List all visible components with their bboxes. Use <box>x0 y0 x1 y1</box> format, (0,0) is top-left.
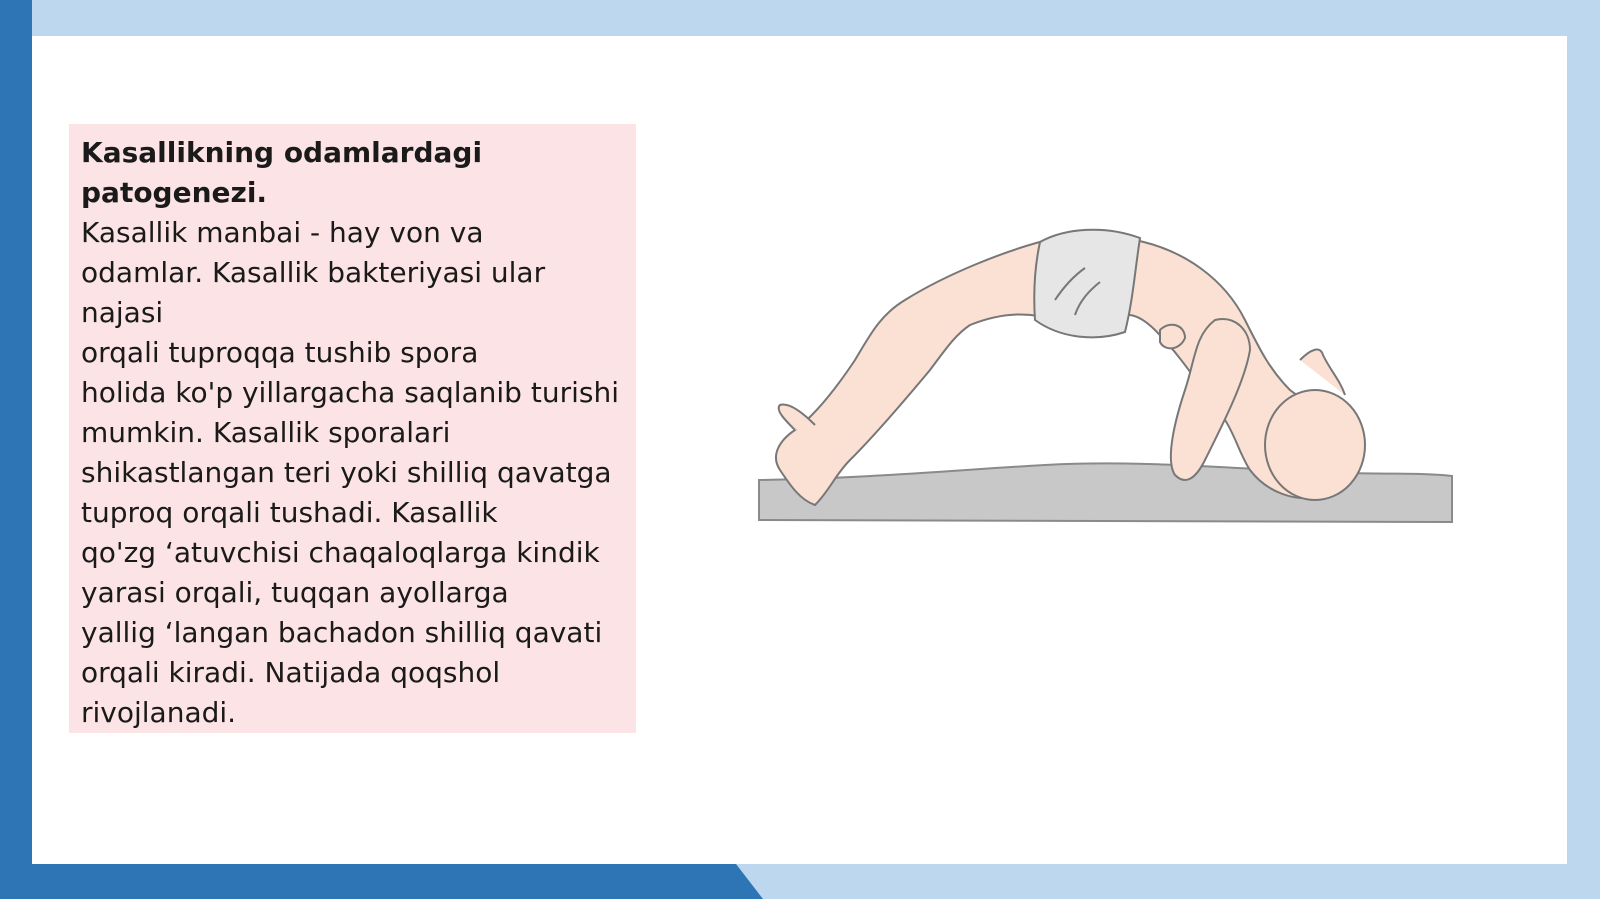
face-icon <box>1300 350 1345 395</box>
hand-icon <box>1160 325 1185 349</box>
frame-left <box>0 0 32 899</box>
frame-right <box>1567 0 1600 899</box>
frame-bottom-accent <box>0 864 763 899</box>
slide-title: Kasallikning odamlardagi patogenezi. <box>81 136 483 209</box>
shorts-icon <box>1034 230 1140 338</box>
legs-icon <box>776 238 1055 505</box>
opisthotonus-figure-icon <box>755 220 1455 540</box>
frame-top <box>0 0 1600 36</box>
text-content <box>81 133 621 733</box>
head-icon <box>1265 390 1365 500</box>
slide-body: Kasallik manbai - hay von va odamlar. Kasallik bakteriyasi ular najasi orqali tuproqqa tushib spora holida ko'p yillargacha saqlanib turishi mumkin. Kasallik sporalari shikastlangan teri yoki shilliq qavatga tuproq orqali tushadi. Kasallik qo'zg ‘atuvchisi chaqaloqlarga kindik yarasi orqali, tuqqan ayollarga yallig ‘langan bachadon shilliq qavati orqali kiradi. Natijada qoqshol rivojlanadi. <box>81 216 619 729</box>
